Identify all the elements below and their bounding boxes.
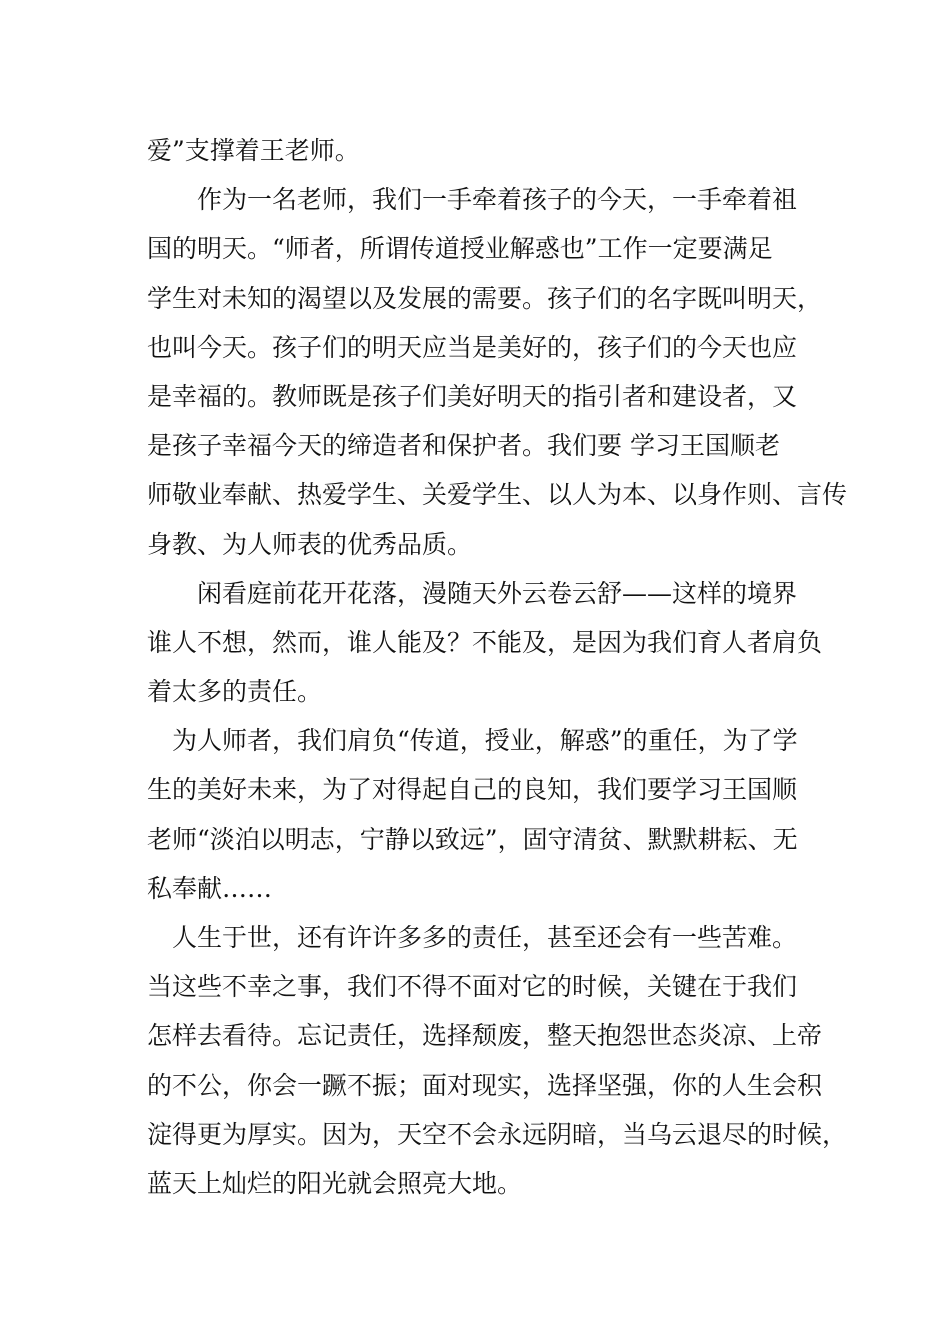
text-line: 是孩子幸福今天的缔造者和保护者。我们要 学习王国顺老 — [147, 431, 780, 461]
text-line: 身教、为人师表的优秀品质。 — [147, 529, 473, 559]
text-line: 老师“淡泊以明志，宁静以致远”，固守清贫、默默耕耘、无 — [147, 824, 798, 854]
body-text — [147, 126, 848, 1208]
text-line: 为人师者，我们肩负“传道，授业，解惑”的重任，为了学 — [147, 726, 798, 756]
text-line: 怎样去看待。忘记责任，选择颓废，整天抱怨世态炎凉、上帝 — [147, 1021, 823, 1051]
text-line: 爱”支撑着王老师。 — [147, 136, 360, 165]
text-line: 人生于世，还有许许多多的责任，甚至还会有一些苦难。 — [147, 923, 798, 952]
text-line: 蓝天上灿烂的阳光就会照亮大地。 — [147, 1168, 523, 1198]
text-line: 国的明天。“师者，所谓传道授业解惑也”工作一定要满足 — [147, 234, 773, 264]
text-line: 师敬业奉献、热爱学生、关爱学生、以人为本、以身作则、言传 — [147, 480, 848, 510]
text-line: 谁人不想，然而，谁人能及？不能及，是因为我们育人者肩负 — [147, 627, 823, 657]
text-line: 作为一名老师，我们一手牵着孩子的今天，一手牵着祖 — [147, 185, 798, 215]
text-line: 着太多的责任。 — [147, 677, 323, 707]
text-line: 私奉献…… — [147, 873, 273, 903]
text-line: 当这些不幸之事，我们不得不面对它的时候，关键在于我们 — [147, 972, 798, 1002]
text-line: 的不公，你会一蹶不振；面对现实，选择坚强，你的人生会积 — [147, 1070, 823, 1100]
text-line: 学生对未知的渴望以及发展的需要。孩子们的名字既叫明天， — [147, 283, 823, 313]
text-line: 生的美好未来，为了对得起自己的良知，我们要学习王国顺 — [147, 775, 798, 805]
text-line: 是幸福的。教师既是孩子们美好明天的指引者和建设者，又 — [147, 381, 798, 411]
text-line: 闲看庭前花开花落，漫随天外云卷云舒——这样的境界 — [147, 578, 798, 608]
text-line: 也叫今天。孩子们的明天应当是美好的，孩子们的今天也应 — [147, 332, 798, 362]
text-line: 淀得更为厚实。因为，天空不会永远阴暗，当乌云退尽的时候， — [147, 1119, 848, 1149]
